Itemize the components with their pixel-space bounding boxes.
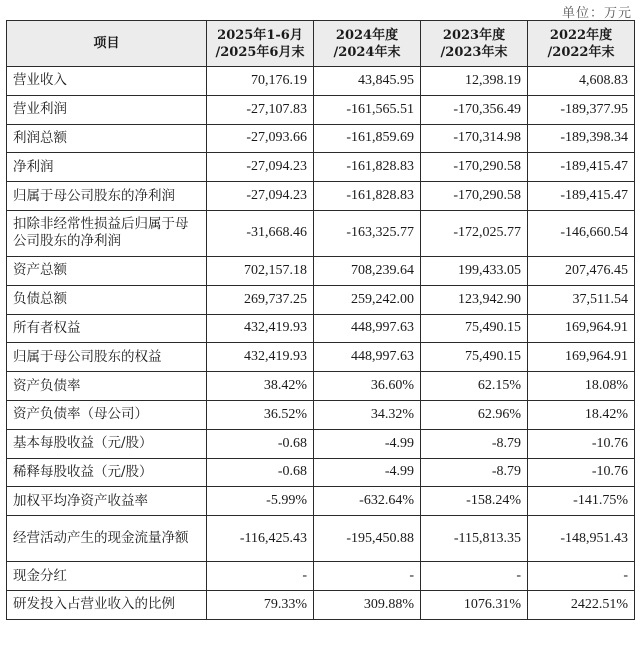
- cell-value: 448,997.63: [314, 343, 421, 372]
- cell-value: -27,094.23: [207, 182, 314, 211]
- cell-value: -115,813.35: [421, 516, 528, 562]
- cell-value: -195,450.88: [314, 516, 421, 562]
- header-period-line1: 2024年度: [335, 27, 399, 43]
- header-item: 项目: [7, 21, 207, 67]
- row-label: 营业收入: [7, 67, 207, 96]
- cell-value: 70,176.19: [207, 67, 314, 96]
- cell-value: 169,964.91: [528, 343, 635, 372]
- row-label: 基本每股收益（元/股）: [7, 429, 207, 458]
- row-label: 归属于母公司股东的净利润: [7, 182, 207, 211]
- cell-value: -172,025.77: [421, 210, 528, 256]
- row-label: 利润总额: [7, 124, 207, 153]
- row-label: 归属于母公司股东的权益: [7, 343, 207, 372]
- cell-value: -148,951.43: [528, 516, 635, 562]
- table-row: [7, 182, 635, 211]
- header-period-line2: /2023年末: [440, 44, 508, 60]
- cell-value: -163,325.77: [314, 210, 421, 256]
- header-period-line1: 2023年度: [442, 27, 506, 43]
- row-label: 资产负债率（母公司）: [7, 400, 207, 429]
- cell-value: 448,997.63: [314, 314, 421, 343]
- table-row: [7, 400, 635, 429]
- cell-value: -4.99: [314, 429, 421, 458]
- cell-value: -170,314.98: [421, 124, 528, 153]
- cell-value: -158.24%: [421, 487, 528, 516]
- cell-value: -146,660.54: [528, 210, 635, 256]
- row-label: 稀释每股收益（元/股）: [7, 458, 207, 487]
- header-period-2023: [421, 21, 528, 67]
- table-row: [7, 67, 635, 96]
- cell-value: 38.42%: [207, 372, 314, 401]
- cell-value: 75,490.15: [421, 314, 528, 343]
- cell-value: -: [207, 562, 314, 591]
- row-label: 负债总额: [7, 285, 207, 314]
- cell-value: 1076.31%: [421, 590, 528, 619]
- cell-value: 432,419.93: [207, 314, 314, 343]
- row-label: 现金分红: [7, 562, 207, 591]
- cell-value: -27,093.66: [207, 124, 314, 153]
- table-row: [7, 590, 635, 619]
- cell-value: -31,668.46: [207, 210, 314, 256]
- cell-value: -170,290.58: [421, 182, 528, 211]
- cell-value: -: [314, 562, 421, 591]
- cell-value: -8.79: [421, 458, 528, 487]
- cell-value: 4,608.83: [528, 67, 635, 96]
- cell-value: -10.76: [528, 458, 635, 487]
- row-label: 加权平均净资产收益率: [7, 487, 207, 516]
- cell-value: 34.32%: [314, 400, 421, 429]
- header-period-line2: /2024年末: [333, 44, 401, 60]
- cell-value: 708,239.64: [314, 256, 421, 285]
- table-row: [7, 487, 635, 516]
- cell-value: 62.96%: [421, 400, 528, 429]
- table-row: [7, 256, 635, 285]
- cell-value: -: [528, 562, 635, 591]
- cell-value: 75,490.15: [421, 343, 528, 372]
- row-label: 净利润: [7, 153, 207, 182]
- cell-value: -189,415.47: [528, 153, 635, 182]
- table-row: [7, 314, 635, 343]
- cell-value: -161,565.51: [314, 95, 421, 124]
- cell-value: 37,511.54: [528, 285, 635, 314]
- header-period-line1: 2022年度: [549, 27, 613, 43]
- table-row: [7, 124, 635, 153]
- table-row: [7, 516, 635, 562]
- row-label: 所有者权益: [7, 314, 207, 343]
- table-row: [7, 95, 635, 124]
- table-row: [7, 285, 635, 314]
- cell-value: -10.76: [528, 429, 635, 458]
- table-row: [7, 372, 635, 401]
- cell-value: 309.88%: [314, 590, 421, 619]
- cell-value: -0.68: [207, 458, 314, 487]
- cell-value: 702,157.18: [207, 256, 314, 285]
- cell-value: -116,425.43: [207, 516, 314, 562]
- header-period-2025h1: [207, 21, 314, 67]
- header-period-line2: /2025年6月末: [215, 44, 305, 60]
- cell-value: 259,242.00: [314, 285, 421, 314]
- cell-value: -27,107.83: [207, 95, 314, 124]
- header-period-2024: [314, 21, 421, 67]
- cell-value: 18.42%: [528, 400, 635, 429]
- unit-label: 单位：万元: [561, 6, 632, 21]
- row-label: 研发投入占营业收入的比例: [7, 590, 207, 619]
- table-row: [7, 153, 635, 182]
- cell-value: -161,828.83: [314, 153, 421, 182]
- table-row: [7, 458, 635, 487]
- cell-value: 169,964.91: [528, 314, 635, 343]
- cell-value: 199,433.05: [421, 256, 528, 285]
- cell-value: 79.33%: [207, 590, 314, 619]
- cell-value: 123,942.90: [421, 285, 528, 314]
- cell-value: -161,859.69: [314, 124, 421, 153]
- cell-value: -189,415.47: [528, 182, 635, 211]
- row-label: 营业利润: [7, 95, 207, 124]
- cell-value: -161,828.83: [314, 182, 421, 211]
- financial-data-table: [6, 20, 635, 620]
- cell-value: 18.08%: [528, 372, 635, 401]
- table-row: [7, 562, 635, 591]
- cell-value: -0.68: [207, 429, 314, 458]
- table-row: [7, 429, 635, 458]
- cell-value: 432,419.93: [207, 343, 314, 372]
- cell-value: 36.52%: [207, 400, 314, 429]
- cell-value: -141.75%: [528, 487, 635, 516]
- cell-value: -632.64%: [314, 487, 421, 516]
- cell-value: -4.99: [314, 458, 421, 487]
- cell-value: -: [421, 562, 528, 591]
- table-row: [7, 343, 635, 372]
- header-period-line1: 2025年1-6月: [217, 27, 303, 43]
- table-row: [7, 210, 635, 256]
- cell-value: -189,398.34: [528, 124, 635, 153]
- row-label: 资产总额: [7, 256, 207, 285]
- cell-value: -189,377.95: [528, 95, 635, 124]
- cell-value: -170,290.58: [421, 153, 528, 182]
- cell-value: -8.79: [421, 429, 528, 458]
- cell-value: 2422.51%: [528, 590, 635, 619]
- row-label: 经营活动产生的现金流量净额: [7, 516, 207, 562]
- row-label: 扣除非经常性损益后归属于母公司股东的净利润: [7, 210, 207, 256]
- cell-value: -5.99%: [207, 487, 314, 516]
- cell-value: 12,398.19: [421, 67, 528, 96]
- table-header-row: [7, 21, 635, 67]
- cell-value: -170,356.49: [421, 95, 528, 124]
- cell-value: 269,737.25: [207, 285, 314, 314]
- cell-value: 62.15%: [421, 372, 528, 401]
- header-period-2022: [528, 21, 635, 67]
- cell-value: 207,476.45: [528, 256, 635, 285]
- header-period-line2: /2022年末: [547, 44, 615, 60]
- cell-value: 43,845.95: [314, 67, 421, 96]
- row-label: 资产负债率: [7, 372, 207, 401]
- cell-value: 36.60%: [314, 372, 421, 401]
- cell-value: -27,094.23: [207, 153, 314, 182]
